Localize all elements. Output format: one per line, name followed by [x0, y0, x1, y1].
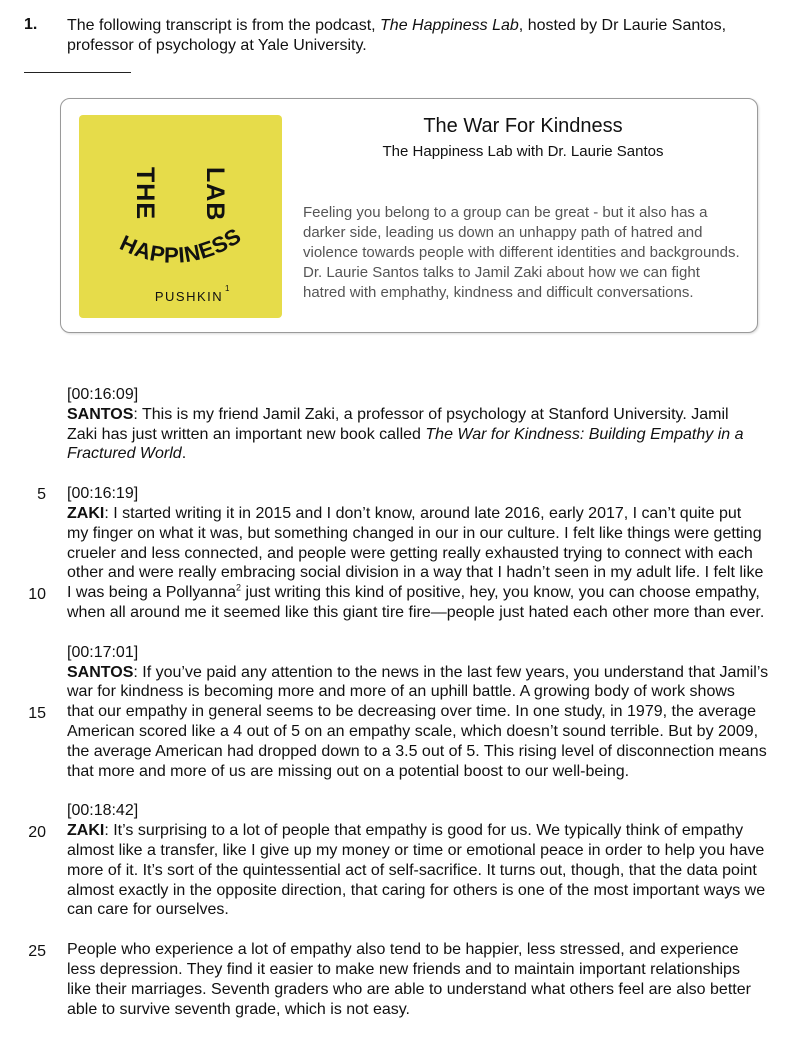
transcript-line: war for kindness is becoming more and more of an uphill battle. A growing body of work shows — [67, 683, 735, 701]
timestamp: [00:17:01] — [67, 643, 139, 661]
cover-publisher: PUSHKIN — [154, 289, 224, 304]
transcript-line — [67, 583, 802, 603]
question-number: 1. — [24, 16, 38, 33]
book-title: The War for Kindness: Building Empathy in a — [425, 425, 744, 443]
line-number: 10 — [28, 586, 46, 603]
transcript-paragraph — [67, 801, 802, 920]
line-number: 20 — [28, 824, 46, 841]
transcript-line: crueler and less connected, and people were getting really exhausted trying to connect with each — [67, 544, 753, 562]
timestamp: [00:16:09] — [67, 386, 139, 403]
transcript-line: like their marriages. Seventh graders who are able to understand what others feel are also better — [67, 980, 751, 998]
line-number: 15 — [28, 705, 46, 722]
transcript-line — [67, 425, 802, 445]
transcript-line: can care for ourselves. — [67, 901, 229, 919]
timestamp: [00:16:19] — [67, 485, 139, 503]
transcript-paragraph — [67, 643, 802, 782]
timestamp: [00:18:42] — [67, 802, 139, 820]
transcript-paragraph — [67, 484, 802, 623]
speaker-name: ZAKI — [67, 504, 105, 522]
transcript-line — [67, 504, 802, 524]
line-number: 5 — [37, 486, 46, 503]
transcript-text: I was being a Pollyanna — [67, 584, 236, 602]
podcast-name: The Happiness Lab — [380, 17, 519, 34]
transcript-line — [67, 663, 802, 683]
transcript-line: almost like a transfer, like I give up my money or time or emotional peace in order to help you have — [67, 841, 765, 859]
transcript-text: : I started writing it in 2015 and I don’t know, around late 2016, early 2017, I can’t quite put — [104, 504, 742, 522]
transcript-line: my finger on what it was, but something changed in our in our culture. I felt like things were getting — [67, 524, 762, 542]
transcript-line: able to survive seventh grade, which is not easy. — [67, 1000, 410, 1018]
episode-info — [293, 99, 753, 332]
episode-description: Feeling you belong to a group can be great - but it also has a darker side, leading us down an unhappy path of hatred and violence towards people with different identities and backgrounds. Dr. Laurie Santos talks to Jamil Zaki about how we can fight hatred with emphathy, kindness and difficult conversations. — [303, 204, 740, 301]
transcript-line: the average American had dropped down to a 3.5 out of 5. This rising level of disconnection means — [67, 742, 767, 760]
footnote-marker: 2 — [236, 582, 242, 593]
episode-subtitle: The Happiness Lab with Dr. Laurie Santos — [382, 143, 664, 160]
line-number: 25 — [28, 943, 46, 960]
question-intro — [67, 16, 777, 56]
intro-text: professor of psychology at Yale University. — [67, 37, 367, 54]
transcript-line — [67, 821, 802, 841]
transcript-line: that our empathy in general seems to be decreasing over time. In one study, in 1979, the average — [67, 703, 757, 721]
transcript-line: other and were really embracing social division in a way that I hadn’t seen in my adult life. I felt like — [67, 564, 764, 582]
book-title: Fractured World — [67, 445, 182, 463]
cover-publisher-sup: 1 — [225, 284, 230, 293]
speaker-name: SANTOS — [67, 405, 134, 423]
cover-word-happiness: HAPPINESS — [116, 222, 246, 268]
podcast-episode-card — [60, 98, 758, 333]
transcript-line: more of it. It’s sort of the quintessential act of self-sacrifice. It turns out, though, that the data point — [67, 861, 757, 879]
transcript-paragraph — [67, 940, 802, 1019]
transcript-line — [67, 444, 802, 464]
cover-word-the: THE — [131, 167, 159, 220]
transcript-line — [67, 405, 802, 425]
transcript-text: Zaki has just written an important new book called — [67, 425, 426, 443]
transcript-text: . — [181, 445, 187, 463]
transcript-line: People who experience a lot of empathy also tend to be happier, less stressed, and experience — [67, 941, 739, 959]
podcast-cover-art — [79, 115, 282, 318]
transcript-line: almost exactly in the opposite direction, that caring for others is one of the most important ways we — [67, 881, 766, 899]
transcript-paragraph — [67, 385, 802, 464]
transcript — [67, 385, 802, 1039]
episode-title: The War For Kindness — [423, 115, 623, 137]
intro-text: The following transcript is from the podcast, — [67, 17, 381, 34]
transcript-text: : If you’ve paid any attention to the news in the last few years, you understand that Jamil’s — [133, 663, 769, 681]
speaker-name: SANTOS — [67, 663, 134, 681]
transcript-text: just writing this kind of positive, hey, you know, you can choose empathy, — [241, 584, 760, 602]
cover-artwork — [79, 115, 282, 318]
transcript-text: : This is my friend Jamil Zaki, a professor of psychology at Stanford University. Jamil — [133, 405, 729, 423]
transcript-line: less depression. They find it easier to make new friends and to maintain important relationships — [67, 960, 740, 978]
intro-text: , hosted by Dr Laurie Santos, — [518, 17, 727, 34]
divider-rule — [24, 72, 131, 73]
speaker-name: ZAKI — [67, 822, 105, 840]
transcript-line: that more and more of us are missing out on a potential boost to our well-being. — [67, 762, 630, 780]
transcript-text: : It’s surprising to a lot of people that empathy is good for us. We typically think of empathy — [104, 822, 744, 840]
transcript-line: when all around me it seemed like this giant tire fire—people just hated each other more than ever. — [67, 603, 765, 621]
transcript-line: American scored like a 4 out of 5 on an empathy scale, which doesn’t sound terrible. But by 2009, — [67, 722, 759, 740]
cover-word-lab: LAB — [201, 167, 229, 222]
